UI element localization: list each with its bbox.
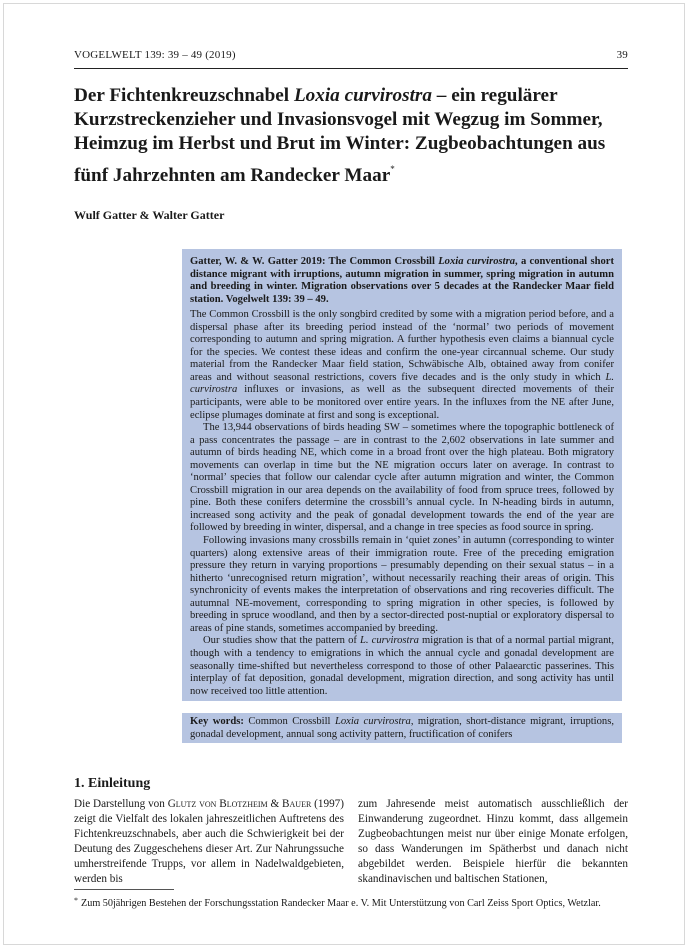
citation-part-1: Gatter, W. & W. Gatter 2019: The Common Crossbill <box>190 256 439 267</box>
header-rule <box>74 68 628 69</box>
abstract-p4-species: L. curvirostra <box>360 635 419 647</box>
section-heading: 1. Einleitung <box>74 776 151 791</box>
keywords-species: Loxia curvirostra <box>334 716 411 727</box>
citation-part-2: , a conventional short distance migrant with irruptions, autumn migration in summer, spring migration in autumn and breeding in winter. Migration observations over 5 decades at the Randecker Maar field station. Vogelwelt 139: 39 – 49. <box>190 256 614 305</box>
footnote <box>74 894 628 910</box>
footnote-rule <box>74 889 174 890</box>
article-title <box>74 84 634 188</box>
left-rest: (1997) zeigt die Vielfalt des lokalen jahreszeitlichen Auftretens des Fichtenkreuzschnabels, aber auch die Schwierigkeit bei der Deutung des Zuggeschehens dieser Art. Zur Nahrungssuche umherstreifende Trupps, vor allem in Nadelwaldgebieten, werden bis <box>74 798 344 885</box>
body-column-left <box>74 797 344 887</box>
journal-citation: VOGELWELT 139: 39 – 49 (2019) <box>74 49 236 61</box>
footnote-text: Zum 50jährigen Bestehen der Forschungsstation Randecker Maar e. V. Mit Unterstützung von Carl Zeiss Sport Optics, Wetzlar. <box>81 898 601 909</box>
abstract-p1-species: L. curvirostra <box>190 371 614 396</box>
abstract-box <box>182 249 622 701</box>
body-column-right: zum Jahresende meist automatisch ausschließlich der Einwanderung zugeordnet. Hinzu kommt, dass allgemein Zugbeobachtungen meist nur über einige Monate erfolgen, so dass Wanderungen im Spätherbst und danach nicht abgebildet werden. Beispiele hierfür die bekannten skandinavischen und baltischen Stationen, <box>358 798 628 885</box>
keywords-part-2: , migration, short-distance migrant, irruptions, gonadal development, annual song activity pattern, fructification of conifers <box>190 716 614 740</box>
citation-species: Loxia curvirostra <box>438 256 516 267</box>
abstract-paragraph-3: Following invasions many crossbills remain in ‘quiet zones’ in autumn (corresponding to winter quarters) along extensive areas of their immigration route. Free of the preceding emigration pressure they return in varying proportions – presumably depending on their sexual status – in a hitherto ‘unrecognised return migration’, without necessarily reaching their areas of origin. This synchronicity of events makes the interpretation of observations and ring recoveries difficult. The autumnal NE-movement, corresponding to spring migration in other species, is followed by breeding in spruce woodland, and then by a sector-directed post-nuptial or exploratory dispersal to areas of pine stands, sometimes accompanied by breeding. <box>190 535 614 634</box>
abstract-p4-part-1: Our studies show that the pattern of <box>203 635 360 647</box>
abstract-p1-part-2: influxes or invasions, as well as the subsequent directed movements of their participants, were able to be monitored over entire years. In the influxes from the NE after June, eclipse plumages dominate at first and song is exceptional. <box>190 384 614 421</box>
left-intro: Die Darstellung von <box>74 798 168 810</box>
abstract-paragraph-1 <box>190 309 614 422</box>
abstract-citation <box>190 256 614 306</box>
running-header <box>74 49 628 67</box>
abstract-paragraph-2: The 13,944 observations of birds heading SW – sometimes where the topographic bottleneck of a pass concentrates the passage – are in contrast to the 2,602 observations in late summer and autumn of birds heading NE, which come in a broad front over the high plateau. Both migratory movements can overlap in time but the NE migration occurs later on average. In contrast to ‘normal’ species that follow our calendar cycle after autumn migration and winter, the Common Crossbill migration in our area depends on the availability of food from spruce trees, followed by pine. Both these conifers determine the crossbill’s annual cycle. In N-heading birds in autumn, increased song activity and the peak of gonadal development towards the end of the year are followed by breeding in winter, dispersal, and a change in tree species as food source in spring. <box>190 422 614 534</box>
keywords-box <box>182 713 622 743</box>
footnote-mark: * <box>74 896 78 905</box>
cited-authors: Glutz von Blotzheim & Bauer <box>167 798 312 810</box>
authors: Wulf Gatter & Walter Gatter <box>74 208 225 222</box>
title-footnote-mark: * <box>390 163 395 174</box>
keywords-part-1: Common Crossbill <box>243 716 335 727</box>
title-part-1: Der Fichtenkreuzschnabel <box>74 85 294 106</box>
abstract-p1-part-1: The Common Crossbill is the only songbird credited by some with a migration period before, and a dispersal phase after its breeding period instead of the ‘normal’ two periods of movement corresponding to autumn and spring migration. A further hypothesis even claims a biannual cycle for the species. We contest these ideas and confirm the one-year circannual scheme. Our study material from the Randecker Maar field station, Schwäbische Alb, obtained away from conifer areas and without seasonal restrictions, covers five decades and is the only study in which <box>190 309 614 383</box>
title-species: Loxia curvirostra <box>293 85 432 106</box>
keywords-label: Key words: <box>190 716 244 727</box>
title-part-2: – ein regulärer Kurzstreckenzieher und Invasionsvogel mit Wegzug im Sommer, Heimzug im Herbst und Brut im Winter: Zugbeobachtungen aus fünf Jahrzehnten am Randecker Maar <box>74 85 606 186</box>
abstract-p4-part-2: migration is that of a normal partial migrant, though with a tendency to emigrations in which the annual cycle and gonadal development are seasonally time-shifted but nevertheless correspond to those of other Palaearctic passerines. This interplay of fat deposition, gonadal development, migration direction, and song activity has until now received too little attention. <box>190 635 615 697</box>
abstract-paragraph-4 <box>190 635 614 698</box>
page-number: 39 <box>616 49 628 61</box>
